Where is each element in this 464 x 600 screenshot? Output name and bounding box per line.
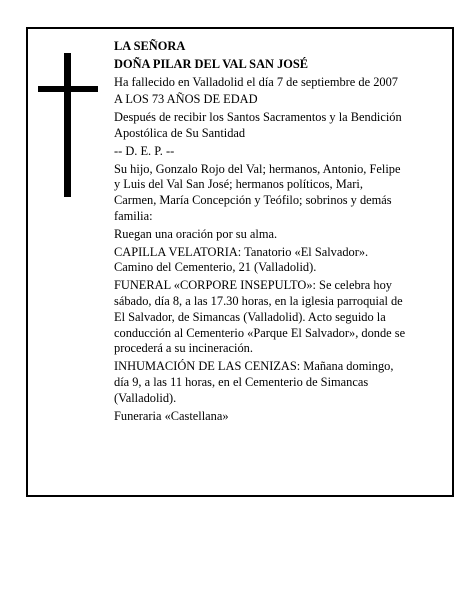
- latin-cross-icon: [38, 53, 98, 197]
- rip-line: -- D. E. P. --: [114, 143, 175, 158]
- cross-horizontal-bar: [38, 86, 98, 92]
- prayer-request: Ruegan una oración por su alma.: [114, 226, 278, 241]
- notice-title-line-1: LA SEÑORA: [114, 39, 186, 53]
- ashes-burial-info: INHUMACIÓN DE LAS CENIZAS: Mañana domingo, día 9, a las 11 horas, en el Cementerio de Simancas (Valladolid).: [114, 359, 394, 405]
- age-line: A LOS 73 AÑOS DE EDAD: [114, 92, 258, 107]
- obituary-text: [114, 39, 408, 426]
- wake-chapel-info: CAPILLA VELATORIA: Tanatorio «El Salvador». Camino del Cementerio, 21 (Valladolid).: [114, 244, 369, 275]
- deceased-name: DOÑA PILAR DEL VAL SAN JOSÉ: [114, 56, 309, 71]
- funeral-home: Funeraria «Castellana»: [114, 408, 229, 423]
- funeral-info: FUNERAL «CORPORE INSEPULTO»: Se celebra hoy sábado, día 8, a las 17.30 horas, en la iglesia parroquial de El Salvador, de Simancas (Valladolid). Acto seguido la conducción al Cementerio «Parque El Salvador», donde se procederá a su incineración.: [114, 278, 406, 356]
- family-list: Su hijo, Gonzalo Rojo del Val; hermanos, Antonio, Felipe y Luis del Val San José; hermanos políticos, Mari, Carmen, María Concepción y Teófilo; sobrinos y demás familia:: [114, 161, 401, 223]
- death-announcement: Ha fallecido en Valladolid el día 7 de septiembre de 2007: [114, 74, 398, 89]
- cross-vertical-bar: [64, 53, 71, 197]
- sacraments-line: Después de recibir los Santos Sacramentos y la Bendición Apostólica de Su Santidad: [114, 110, 402, 140]
